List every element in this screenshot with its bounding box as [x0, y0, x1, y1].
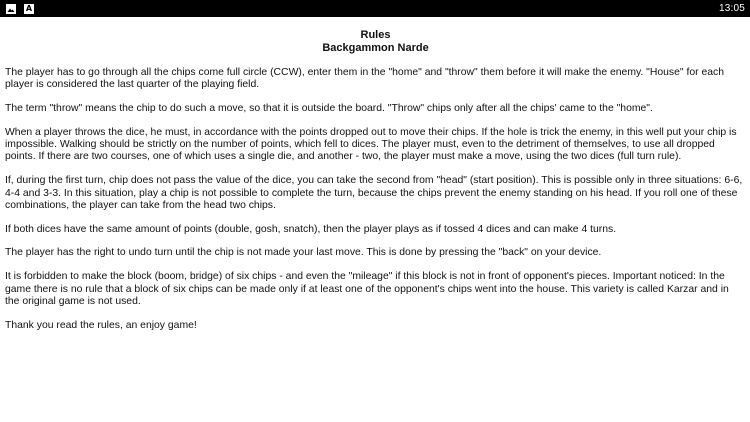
- rules-text: [5, 67, 746, 332]
- status-time: 13:05: [718, 3, 745, 14]
- rule-paragraph: When a player throws the dice, he must, in accordance with the points dropped out to move their chips. If the hole is trick the enemy, in this well put your chip is impossible. Walking should be strictly on the number of points, which fell to dices. The player must, even to the detriment of themselves, to use all dropped points. If there are two courses, one of which uses a single die, and another - two, the player must make a move, using the two dices (full turn rule).: [5, 126, 737, 163]
- image-notification-icon: [6, 4, 16, 14]
- rules-content: [0, 17, 750, 332]
- rule-paragraph: The term "throw" means the chip to do such a move, so that it is outside the board. "Throw" chips only after all the chips' came to the "home".: [5, 103, 653, 115]
- page-title: Rules: [360, 29, 391, 41]
- closing-paragraph: Thank you read the rules, an enjoy game!: [5, 319, 197, 331]
- rule-paragraph: The player has the right to undo turn until the chip is not made your last move. This is done by pressing the "back" on your device.: [5, 247, 602, 259]
- rule-paragraph: If, during the first turn, chip does not pass the value of the dice, you can take the second from "head" (start position). This is possible only in three situations: 6-6, 4-4 and 3-3. In this situation, play a chip is not possible to complete the turn, because the chips prevent the enemy standing on his head. If you roll one of these combinations, the player can take from the head two chips.: [5, 175, 743, 211]
- a-notification-icon: A: [25, 3, 33, 13]
- status-icons: [6, 4, 34, 14]
- rule-paragraph: If both dices have the same amount of points (double, gosh, snatch), then the player plays as if tossed 4 dices and can make 4 turns.: [5, 223, 617, 235]
- rule-paragraph: The player has to go through all the chips come full circle (CCW), enter them in the "home" and "throw" them before it will make the enemy. "House" for each player is considered the last quarter of the playing field.: [5, 67, 725, 91]
- page-subtitle: Backgammon Narde: [322, 42, 429, 54]
- rule-paragraph: It is forbidden to make the block (boom, bridge) of six chips - and even the "mileage" if this block is not in front of opponent's pieces. Important noticed: In the game there is no rule that a block of six chips can be made only if at least one of the opponent's chips went into the house. This variety is called Karzar and in the original game is not used.: [5, 271, 729, 307]
- status-bar: [0, 0, 750, 17]
